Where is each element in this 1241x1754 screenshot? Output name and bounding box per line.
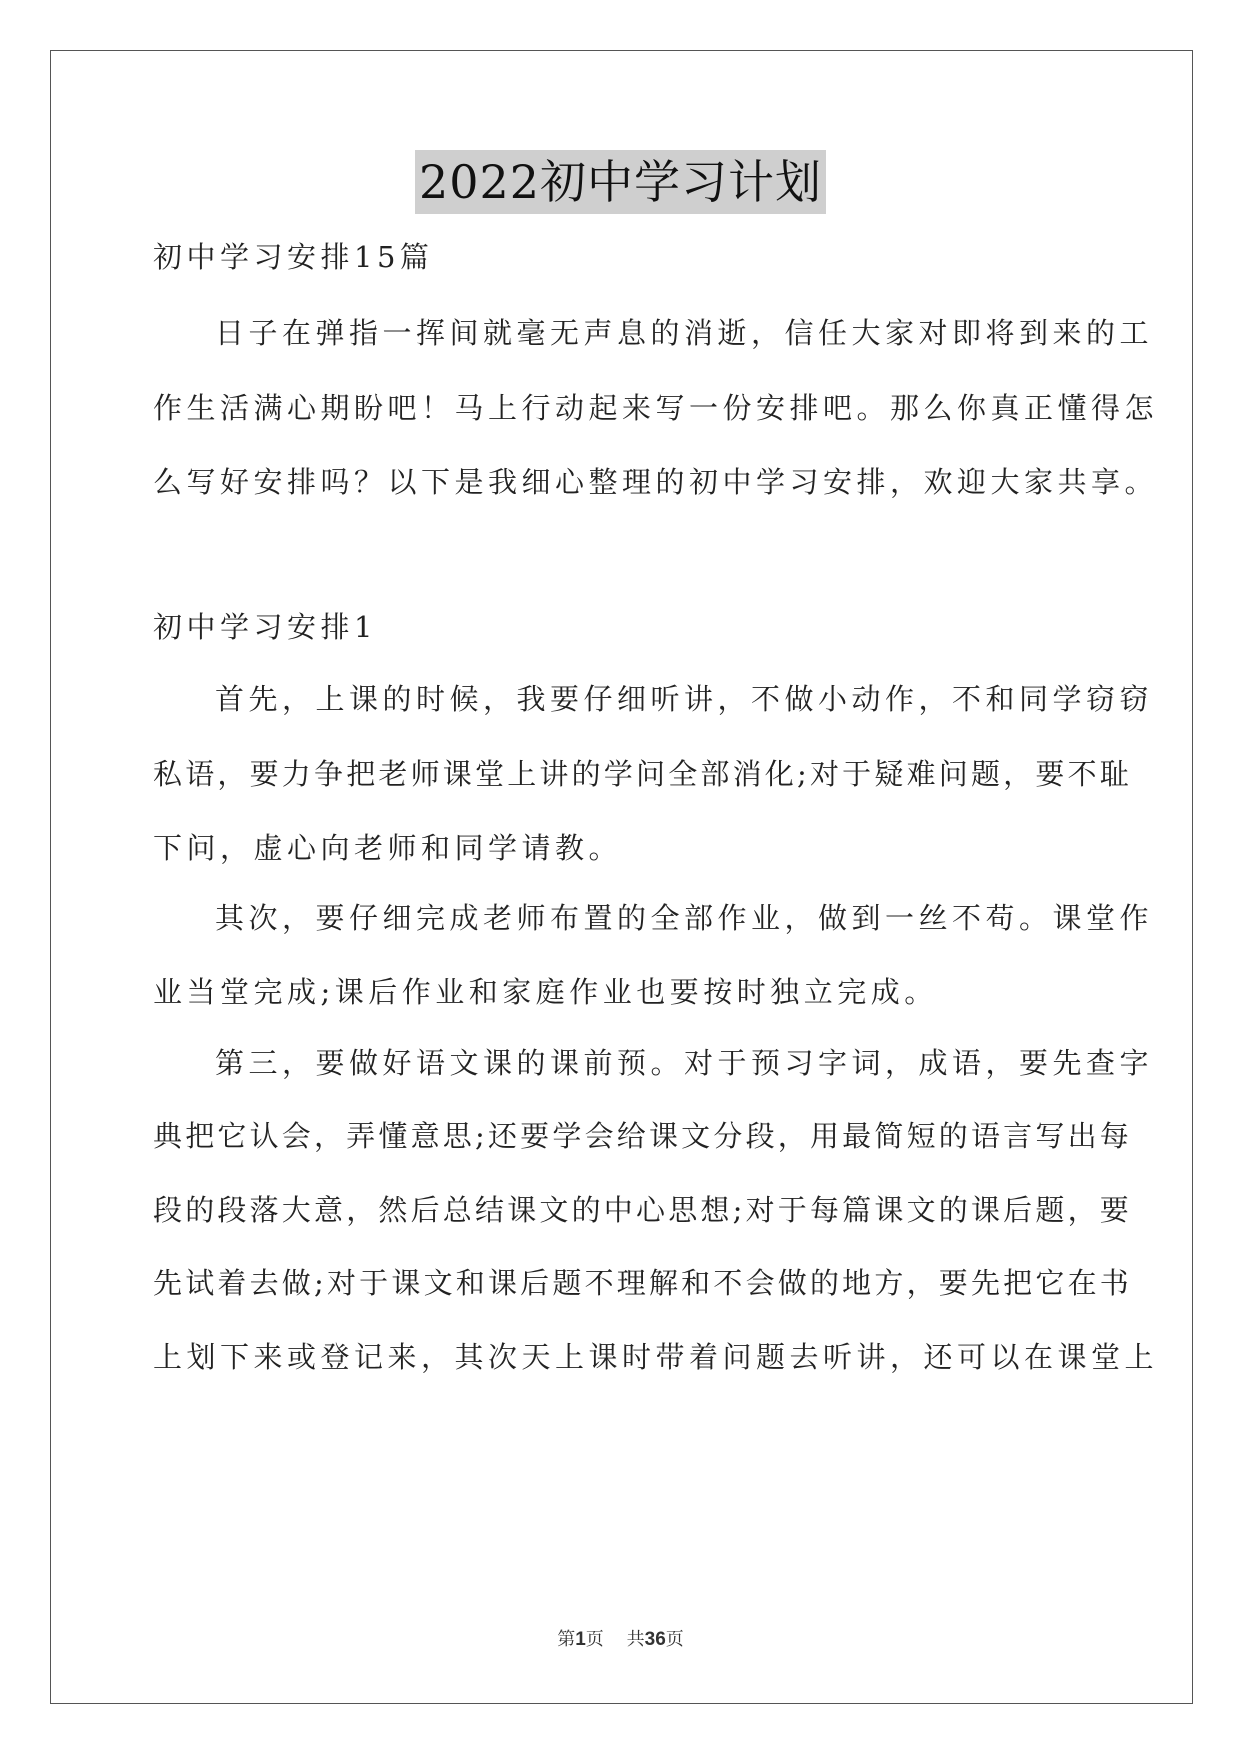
page-prefix: 第: [557, 1629, 576, 1650]
page-number: 1: [575, 1629, 586, 1650]
paragraph-line: 典把它认会，弄懂意思;还要学会给课文分段，用最简短的语言写出每: [153, 1119, 1132, 1153]
paragraph-line: 其次，要仔细完成老师布置的全部作业，做到一丝不苟。课堂作: [215, 901, 1154, 935]
paragraph-line: 下问，虚心向老师和同学请教。: [153, 831, 623, 865]
paragraph-line: 私语，要力争把老师课堂上讲的学问全部消化;对于疑难问题，要不耻: [153, 757, 1132, 791]
total-suffix: 页: [665, 1629, 684, 1650]
document-title: 2022初中学习计划: [415, 150, 826, 214]
page-footer: [0, 1628, 1241, 1652]
paragraph-line: 先试着去做;对于课文和课后题不理解和不会做的地方，要先把它在书: [153, 1266, 1132, 1300]
intro-line: 作生活满心期盼吧！马上行动起来写一份安排吧。那么你真正懂得怎: [153, 391, 1159, 425]
page-border: [50, 50, 1193, 1704]
page-suffix: 页: [585, 1629, 604, 1650]
paragraph-line: 业当堂完成;课后作业和家庭作业也要按时独立完成。: [153, 975, 938, 1009]
document-subtitle: 初中学习安排15篇: [153, 240, 434, 274]
paragraph-line: 第三，要做好语文课的课前预。对于预习字词，成语，要先查字: [215, 1046, 1154, 1080]
total-pages: 36: [644, 1629, 666, 1650]
paragraph-line: 首先，上课的时候，我要仔细听讲，不做小动作，不和同学窃窃: [215, 682, 1154, 716]
title-container: [0, 150, 1241, 214]
total-prefix: 共: [626, 1629, 645, 1650]
paragraph-line: 上划下来或登记来，其次天上课时带着问题去听讲，还可以在课堂上: [153, 1340, 1159, 1374]
section-heading: 初中学习安排1: [153, 610, 377, 644]
paragraph-line: 段的段落大意，然后总结课文的中心思想;对于每篇课文的课后题，要: [153, 1193, 1132, 1227]
intro-line: 日子在弹指一挥间就毫无声息的消逝，信任大家对即将到来的工: [215, 316, 1154, 350]
intro-line: 么写好安排吗？以下是我细心整理的初中学习安排，欢迎大家共享。: [153, 465, 1159, 499]
